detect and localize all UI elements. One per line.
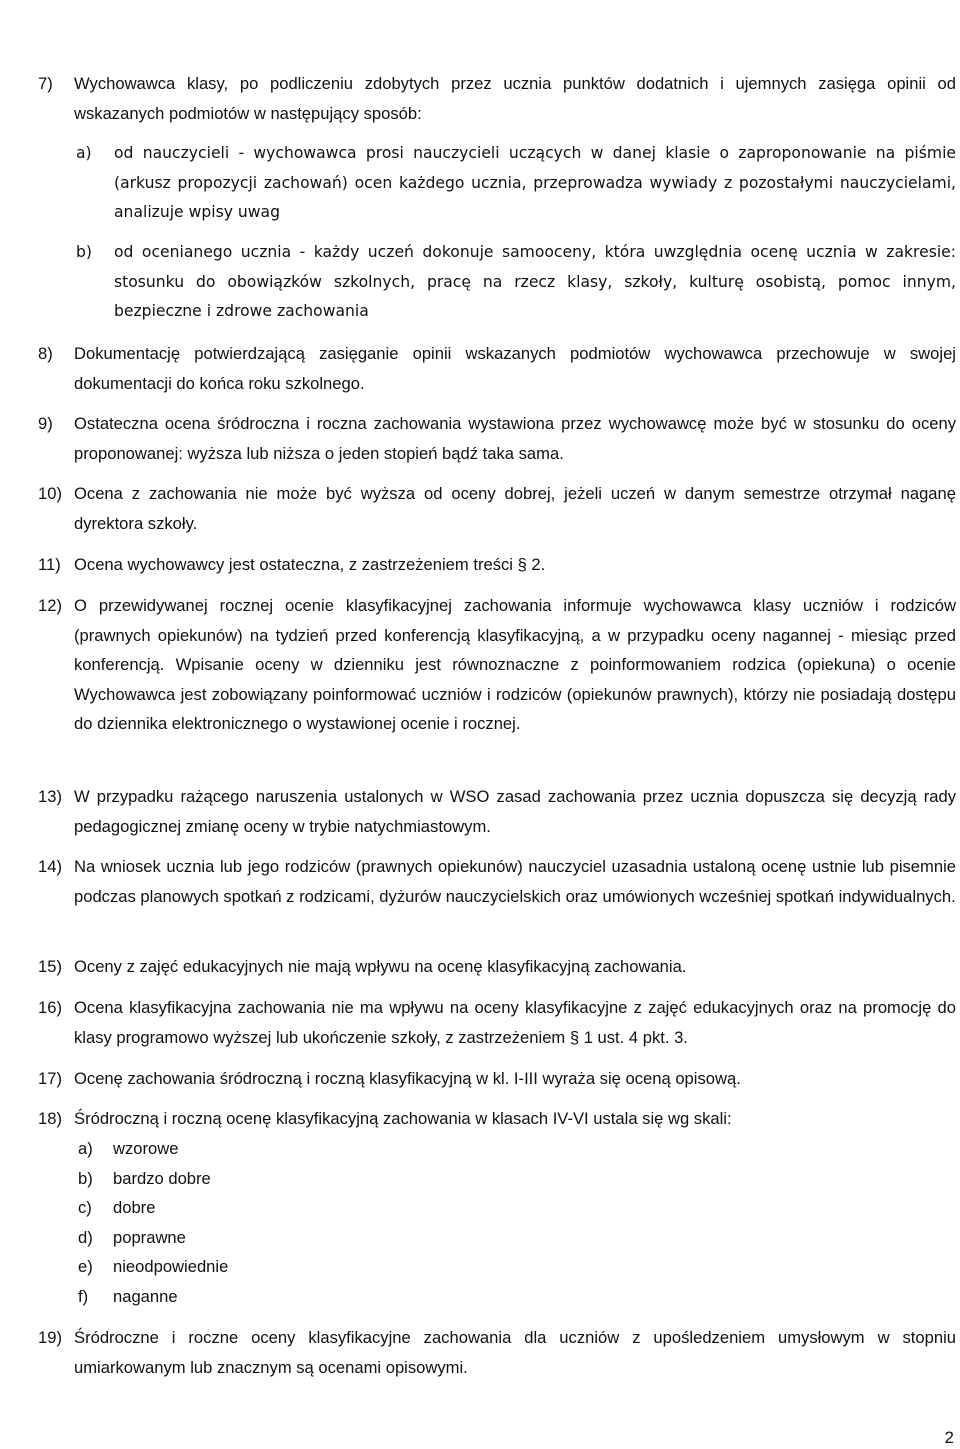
scale-label: dobre xyxy=(113,1198,156,1217)
scale-item-e xyxy=(78,1252,228,1282)
item-number: 9) xyxy=(38,414,53,433)
item-text: Ocenę zachowania śródroczną i roczną klasyfikacyjną w kl. I-III wyraża się oceną opisową. xyxy=(74,1069,741,1088)
sub-item-letter: a) xyxy=(76,144,92,162)
list-item-16 xyxy=(38,993,956,1052)
list-item-15 xyxy=(38,952,956,982)
scale-letter: e) xyxy=(78,1257,93,1276)
scale-letter: a) xyxy=(78,1139,93,1158)
item-text: Śródroczne i roczne oceny klasyfikacyjne zachowania dla uczniów z upośledzeniem umysłowym w stopniu umiarkowanym lub znacznym są ocenami opisowymi. xyxy=(74,1328,956,1377)
scale-label: naganne xyxy=(113,1287,178,1306)
item-text: Ocena wychowawcy jest ostateczna, z zastrzeżeniem treści § 2. xyxy=(74,555,546,574)
sub-item-b xyxy=(76,238,956,327)
scale-letter: f) xyxy=(78,1287,89,1306)
item-text: Ostateczna ocena śródroczna i roczna zachowania wystawiona przez wychowawcę może być w stosunku do oceny proponowanej: wyższa lub niższa o jeden stopień bądź taka sama. xyxy=(74,414,956,463)
sub-item-text: od nauczycieli - wychowawca prosi nauczycieli uczących w danej klasie o zaproponowanie na piśmie (arkusz propozycji zachowań) ocen każdego ucznia, przeprowadza wywiady z pozostałymi nauczycielami, analizuje wpisy uwag xyxy=(114,144,956,222)
item-number: 15) xyxy=(38,957,62,976)
scale-label: nieodpowiednie xyxy=(113,1257,229,1276)
sub-item-letter: b) xyxy=(76,243,92,261)
scale-letter: d) xyxy=(78,1228,93,1247)
list-item-14 xyxy=(38,852,956,911)
item-number: 12) xyxy=(38,596,62,615)
item-text: Śródroczną i roczną ocenę klasyfikacyjną zachowania w klasach IV-VI ustala się wg skali: xyxy=(74,1109,732,1128)
scale-item-a xyxy=(78,1134,178,1164)
item-text: Oceny z zajęć edukacyjnych nie mają wpływu na ocenę klasyfikacyjną zachowania. xyxy=(74,957,687,976)
item-number: 10) xyxy=(38,484,62,503)
list-item-17 xyxy=(38,1064,956,1094)
scale-label: poprawne xyxy=(113,1228,186,1247)
scale-item-b xyxy=(78,1164,211,1194)
item-number: 13) xyxy=(38,787,62,806)
scale-letter: c) xyxy=(78,1198,92,1217)
item-number: 8) xyxy=(38,344,53,363)
list-item-11 xyxy=(38,550,956,580)
item-text: Ocena z zachowania nie może być wyższa od oceny dobrej, jeżeli uczeń w danym semestrze otrzymał naganę dyrektora szkoły. xyxy=(74,484,956,533)
list-item-9 xyxy=(38,409,956,468)
list-item-12 xyxy=(38,591,956,739)
sub-item-a xyxy=(76,139,956,228)
item-number: 17) xyxy=(38,1069,62,1088)
item-text: W przypadku rażącego naruszenia ustalonych w WSO zasad zachowania przez ucznia dopuszcza się decyzją rady pedagogicznej zmianę oceny w trybie natychmiastowym. xyxy=(74,787,956,836)
item-text: Wychowawca klasy, po podliczeniu zdobytych przez ucznia punktów dodatnich i ujemnych zasięga opinii od wskazanych podmiotów w następujący sposób: xyxy=(74,74,956,123)
scale-label: bardzo dobre xyxy=(113,1169,211,1188)
item-number: 14) xyxy=(38,857,62,876)
item-text: Ocena klasyfikacyjna zachowania nie ma wpływu na oceny klasyfikacyjne z zajęć edukacyjnych oraz na promocję do klasy programowo wyższej lub ukończenie szkoły, z zastrzeżeniem § 1 ust. 4 pkt. 3. xyxy=(74,998,956,1047)
scale-letter: b) xyxy=(78,1169,93,1188)
item-text: O przewidywanej rocznej ocenie klasyfikacyjnej zachowania informuje wychowawca klasy uczniów i rodziców (prawnych opiekunów) na tydzień przed konferencją klasyfikacyjną, a w przypadku oceny nagannej - miesiąc przed konferencją. Wpisanie oceny w dzienniku jest równoznaczne z poinformowaniem rodzica (opiekuna) o ocenie Wychowawca jest zobowiązany poinformować uczniów i rodziców (opiekunów prawnych), którzy nie posiadają dostępu do dziennika elektronicznego o wystawionej ocenie i rocznej. xyxy=(74,596,956,734)
item-text: Dokumentację potwierdzającą zasięganie opinii wskazanych podmiotów wychowawca przechowuje w swojej dokumentacji do końca roku szkolnego. xyxy=(74,344,956,393)
scale-label: wzorowe xyxy=(113,1139,179,1158)
list-item-13 xyxy=(38,782,956,841)
item-number: 19) xyxy=(38,1328,62,1347)
page-number: 2 xyxy=(944,1428,954,1447)
scale-item-f xyxy=(78,1282,178,1312)
list-item-10 xyxy=(38,479,956,538)
list-item-8 xyxy=(38,339,956,398)
list-item-19 xyxy=(38,1323,956,1382)
item-number: 16) xyxy=(38,998,62,1017)
item-text: Na wniosek ucznia lub jego rodziców (prawnych opiekunów) nauczyciel uzasadnia ustaloną ocenę ustnie lub pisemnie podczas planowych spotkań z rodzicami, dyżurów nauczycielskich oraz umówionych wcześniej spotkań indywidualnych. xyxy=(74,857,956,906)
item-number: 11) xyxy=(38,555,61,574)
list-item-7 xyxy=(38,69,956,128)
scale-item-d xyxy=(78,1223,186,1253)
list-item-18 xyxy=(38,1104,956,1134)
item-number: 18) xyxy=(38,1109,62,1128)
item-number: 7) xyxy=(38,74,53,93)
sub-item-text: od ocenianego ucznia - każdy uczeń dokonuje samooceny, która uwzględnia ocenę ucznia w zakresie: stosunku do obowiązków szkolnych, pracę na rzecz klasy, szkoły, kulturę osobistą, pomoc innym, bezpieczne i zdrowe zachowania xyxy=(114,243,956,321)
scale-item-c xyxy=(78,1193,155,1223)
